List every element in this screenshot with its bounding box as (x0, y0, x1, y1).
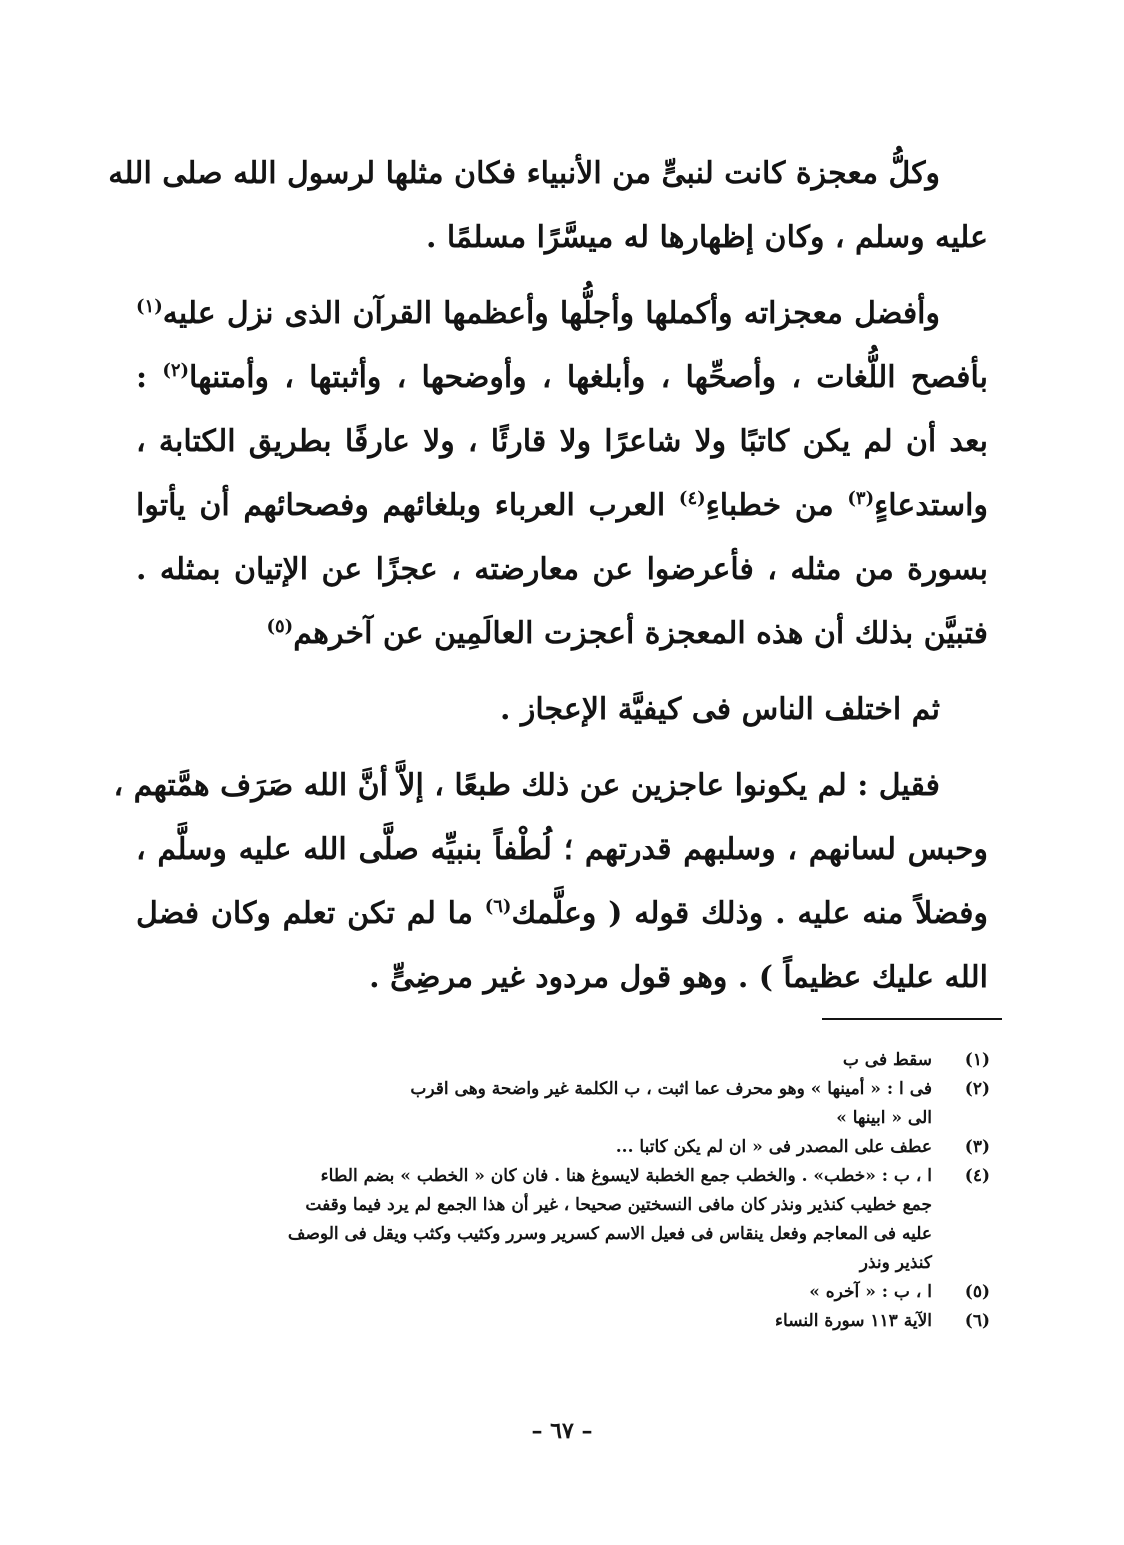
text-run: ثم اختلف الناس فى كيفيَّة الإعجاز . (500, 692, 940, 727)
text-run: واستدعاءٍ (874, 488, 988, 523)
footnote-line: كنذير ونذر (859, 1253, 932, 1273)
footnote-number: (٤) (964, 1166, 990, 1186)
footnote-line: ا ، ب : « آخره » (809, 1282, 932, 1302)
footnote-text (150, 1307, 932, 1336)
footnote-text (150, 1046, 932, 1075)
text-run: وأفضل معجزاته وأكملها وأجلُّها وأعظمها القرآن الذى نزل عليه (162, 296, 940, 331)
text-run: وحبس لسانهم ، وسلبهم قدرتهم ؛ لُطْفاً بنبيِّه صلَّى الله عليه وسلَّم ، (136, 832, 988, 867)
footnote-number: (٢) (964, 1079, 990, 1099)
text-line (136, 206, 988, 270)
footnote-reference: (١) (136, 296, 163, 317)
footnote-text (150, 1075, 932, 1133)
text-run: بسورة من مثله ، فأعرضوا عن معارضته ، عجزًا عن الإتيان بمثله . (136, 552, 988, 587)
text-run: فقيل : لم يكونوا عاجزين عن ذلك طبعًا ، إلاَّ أنَّ الله صَرَف همَّتهم ، (113, 768, 940, 803)
footnote-line: جمع خطيب كنذير ونذر كان مافى النسختين صحيحا ، غير أن هذا الجمع لم يرد فيما وقفت (305, 1195, 932, 1215)
text-line (136, 602, 988, 666)
text-line (136, 282, 988, 346)
paragraph (108, 142, 988, 270)
text-line (136, 538, 988, 602)
footnote-number: (٣) (964, 1137, 990, 1157)
text-run: الله عليك عظيماً ) . وهو قول مردود غير مرضِىٍّ . (369, 960, 988, 995)
text-line (136, 410, 988, 474)
footnote-reference: (٦) (484, 896, 512, 917)
text-line (136, 474, 988, 538)
footnote-text (150, 1133, 932, 1162)
footnote-reference: (٢) (162, 360, 190, 381)
page-number: – ٦٧ – (531, 1418, 593, 1444)
text-line (108, 142, 988, 206)
paragraph (113, 754, 988, 1010)
text-run: ما لم تكن تعلم وكان فضل (136, 896, 485, 931)
footnote (150, 1133, 990, 1162)
footnote-line: الى « ابينها » (836, 1108, 932, 1128)
text-run: من خطباءِ (705, 488, 848, 523)
footnote-reference: (٣) (847, 488, 875, 509)
text-run: بأفصح اللُّغات ، وأصحِّها ، وأبلغها ، وأوضحها ، وأثبتها ، وأمتنها (189, 360, 988, 395)
footnotes (150, 1046, 990, 1336)
footnote (150, 1278, 990, 1307)
footnote-line: سقط فى ب (842, 1050, 932, 1070)
footnote-text (150, 1278, 932, 1307)
footnote-divider (822, 1018, 1002, 1020)
footnote (150, 1162, 990, 1278)
text-line (136, 346, 988, 410)
text-run: : (136, 360, 163, 395)
text-run: العرب العرباء وبلغائهم وفصحائهم أن يأتوا (136, 488, 679, 523)
footnote-line: عطف على المصدر فى « ان لم يكن كاتبا ... (615, 1137, 932, 1157)
footnote (150, 1046, 990, 1075)
footnote-number: (٥) (964, 1282, 990, 1302)
text-line (113, 754, 988, 818)
text-line (136, 818, 988, 882)
text-run: وكلُّ معجزة كانت لنبىٍّ من الأنبياء فكان مثلها لرسول الله صلى الله (108, 156, 940, 191)
text-line (136, 678, 988, 742)
text-run: عليه وسلم ، وكان إظهارها له ميسَّرًا مسلمًا . (426, 220, 988, 255)
footnote-line: عليه فى المعاجم وفعل ينقاس فى فعيل الاسم كسرير وسرر وكثيب وكثب ويقل فى الوصف (287, 1224, 932, 1244)
footnote-text (150, 1162, 932, 1278)
footnote-reference: (٥) (266, 616, 294, 637)
footnote-line: فى ا : « أمينها » وهو محرف عما اثبت ، ب الكلمة غير واضحة وهى اقرب (410, 1079, 932, 1099)
footnote-number: (١) (964, 1050, 990, 1070)
footnote-line: ا ، ب : «خطب» . والخطب جمع الخطبة لايسوغ هنا . فان كان « الخطب » بضم الطاء (320, 1166, 932, 1186)
footnote (150, 1307, 990, 1336)
footnote-number: (٦) (964, 1311, 990, 1331)
paragraph (136, 282, 988, 666)
text-line (136, 882, 988, 946)
text-run: وفضلاً منه عليه . وذلك قوله ( وعلَّمك (511, 896, 988, 931)
footnote (150, 1075, 990, 1133)
footnote-line: الآية ١١٣ سورة النساء (775, 1311, 932, 1331)
text-line (136, 946, 988, 1010)
text-run: فتبيَّن بذلك أن هذه المعجزة أعجزت العالَمِين عن آخرهم (293, 616, 988, 651)
footnote-reference: (٤) (678, 488, 706, 509)
text-run: بعد أن لم يكن كاتبًا ولا شاعرًا ولا قارئًا ، ولا عارفًا بطريق الكتابة ، (136, 424, 988, 459)
body-text (108, 142, 988, 1022)
paragraph (136, 678, 988, 742)
